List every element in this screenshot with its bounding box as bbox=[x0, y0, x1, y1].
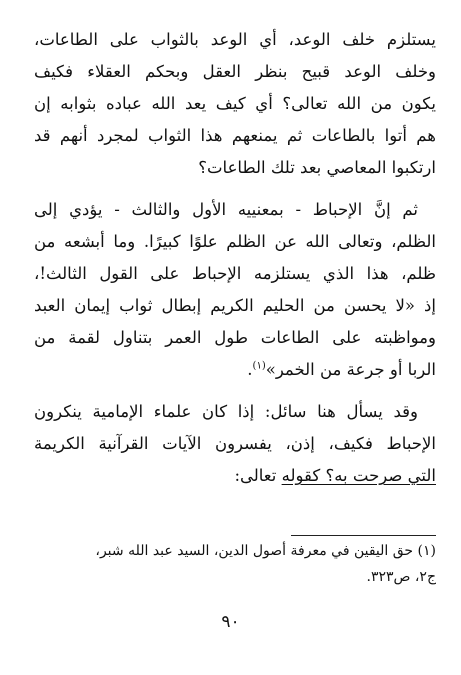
text-line: الظلم، وتعالى الله عن الظلم علوًا كبيرًا. وما أبشعه من bbox=[34, 232, 436, 251]
text-line: ومواظبته على الطاعات طول العمر بتناول لقمة من bbox=[34, 328, 436, 347]
text-line: الربا أو جرعة من الخمر» bbox=[265, 360, 436, 379]
text-line: يستلزم خلف الوعد، أي الوعد بالثواب على الطاعات، bbox=[34, 30, 436, 49]
text-line: هم أتوا بالطاعات ثم يمنعهم هذا الثواب لمجرد أنهم قد bbox=[34, 126, 436, 145]
footnote bbox=[34, 538, 436, 590]
text-line: الإحباط فكيف، إذن، يفسرون الآيات القرآنية الكريمة bbox=[34, 434, 436, 453]
paragraph-1 bbox=[34, 24, 436, 184]
sentence-end: . bbox=[247, 360, 253, 379]
text-line-underlined bbox=[34, 460, 436, 492]
paragraph-3 bbox=[34, 396, 436, 492]
footnote-line: (١) حق اليقين في معرفة أصول الدين، السيد عبد الله شبر، bbox=[95, 543, 436, 559]
paragraph-2 bbox=[34, 194, 436, 386]
text-line: ظلم، هذا الذي يستلزمه الإحباط على القول الثالث!، bbox=[34, 264, 436, 283]
footnote-divider bbox=[291, 535, 436, 536]
body-text bbox=[34, 24, 436, 492]
text-line: وخلف الوعد قبيح بنظر العقل وبحكم العقلاء فكيف bbox=[34, 62, 436, 81]
page-number: ٩٠ bbox=[221, 612, 240, 632]
footnote-marker[interactable]: (١) bbox=[252, 360, 266, 372]
text-line: يكون من الله تعالى؟ أي كيف يعد الله عباده بثوابه إن bbox=[34, 94, 436, 113]
text-line-with-footnote bbox=[34, 354, 436, 386]
text-line: تعالى: bbox=[234, 466, 282, 485]
underlined-text: التي صرحت به؟ كقوله bbox=[281, 466, 436, 485]
text-line: إذ «لا يحسن من الحليم الكريم إبطال ثواب إيمان العبد bbox=[34, 296, 436, 315]
text-line: وقد يسأل هنا سائل: إذا كان علماء الإمامية ينكرون bbox=[34, 402, 418, 421]
text-line: ارتكبوا المعاصي بعد تلك الطاعات؟ bbox=[198, 158, 436, 177]
footnote-line: ج٢، ص٣٢٣. bbox=[366, 569, 436, 585]
text-line: ثم إنَّ الإحباط - بمعنييه الأول والثالث - يؤدي إلى bbox=[34, 200, 418, 219]
